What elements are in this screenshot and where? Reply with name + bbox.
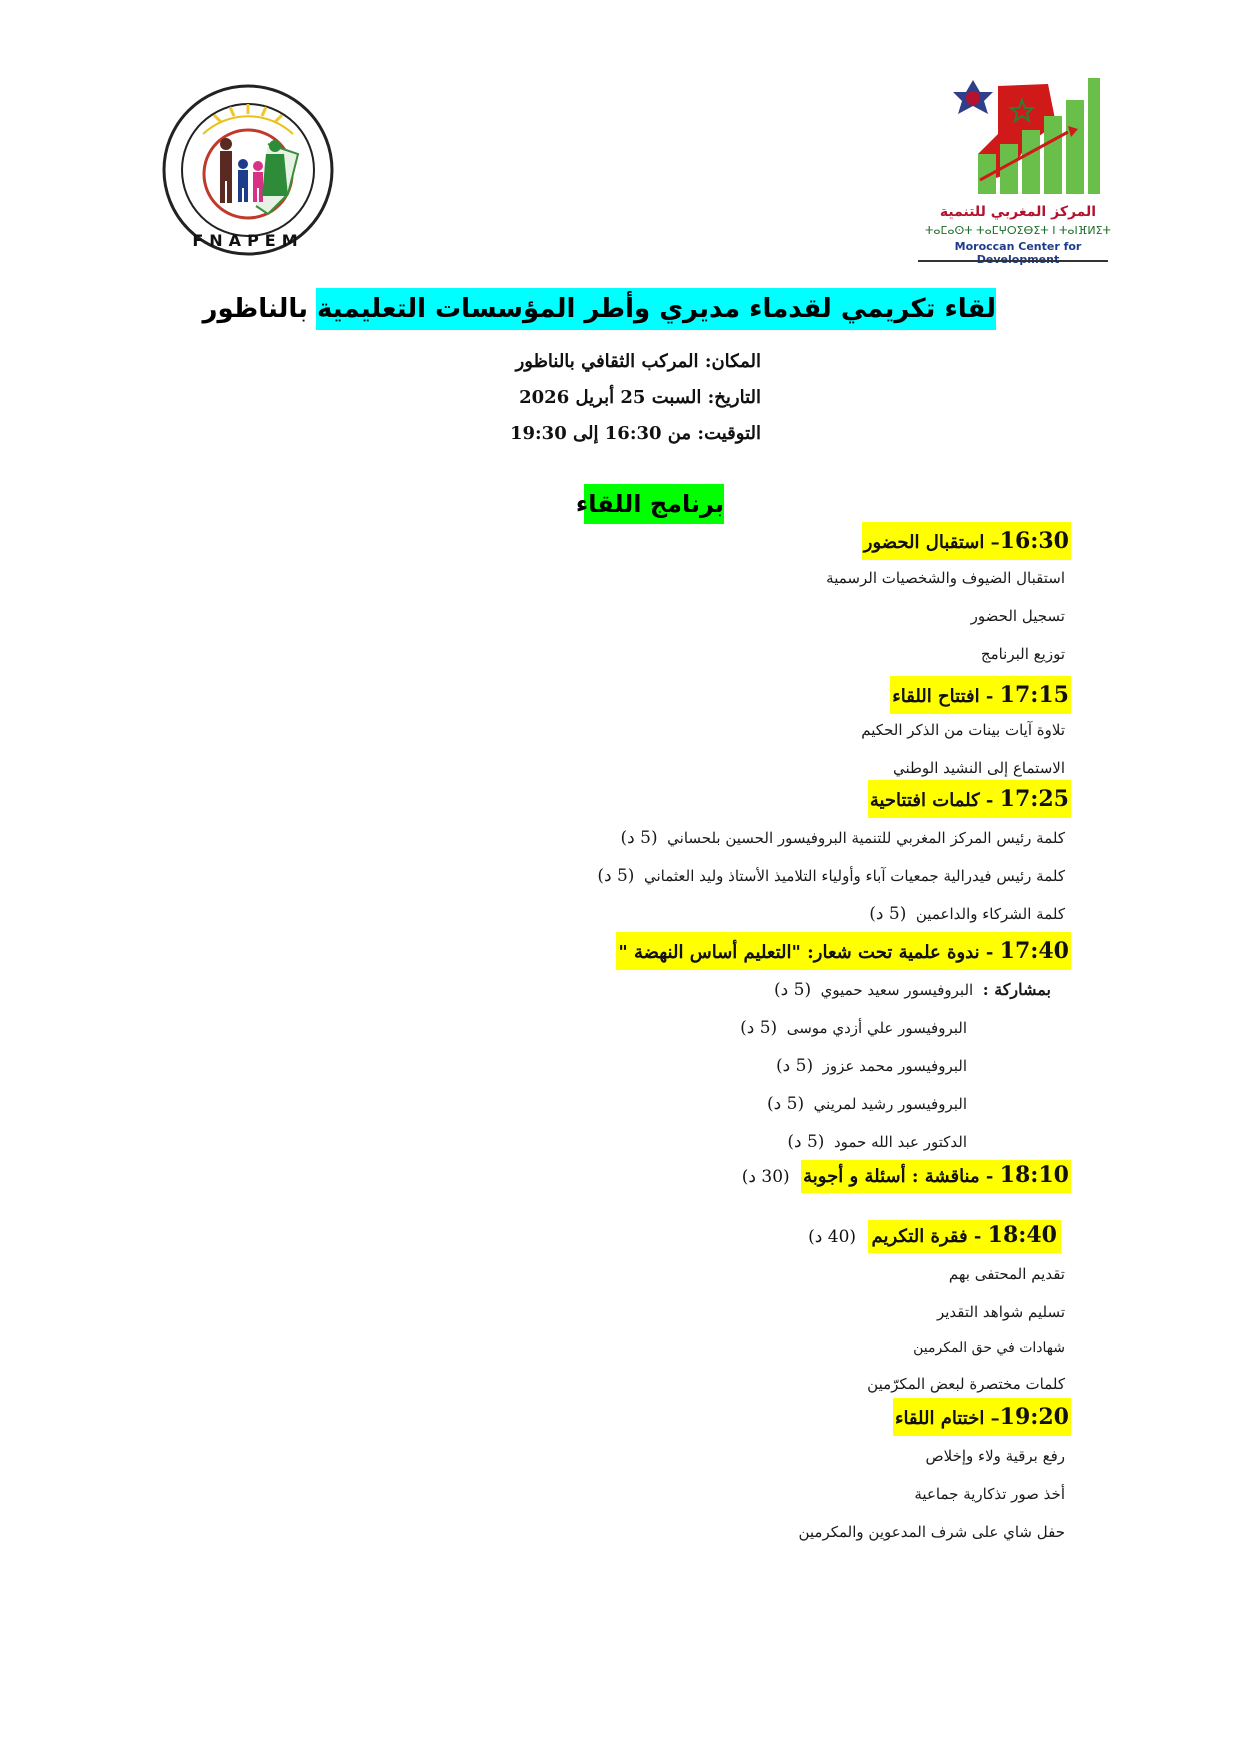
list-item bbox=[767, 1092, 967, 1116]
item-duration: (5 د) bbox=[776, 1056, 814, 1076]
page-title-banner bbox=[202, 288, 996, 330]
item-text: البروفيسور سعيد حميوي bbox=[820, 981, 974, 999]
list-item: تقديم المحتفى بهم bbox=[948, 1265, 1065, 1283]
fnapem-logo bbox=[148, 74, 348, 270]
section-reception bbox=[862, 522, 1071, 560]
item-text: كلمة الشركاء والداعمين bbox=[915, 905, 1065, 923]
item-text: الدكتور عبد الله حمود bbox=[833, 1133, 967, 1151]
list-item: كلمات مختصرة لبعض المكرّمين bbox=[867, 1375, 1065, 1393]
section-title: - ندوة علمية تحت شعار: "التعليم أساس النهضة " bbox=[618, 942, 1000, 963]
item-duration: (5 د) bbox=[597, 866, 635, 886]
section-title: - فقرة التكريم bbox=[871, 1226, 988, 1247]
time-value: من 16:30 إلى 19:30 bbox=[509, 423, 692, 444]
item-duration: (5 د) bbox=[740, 1018, 778, 1038]
list-item: حفل شاي على شرف المدعوين والمكرمين bbox=[798, 1523, 1065, 1541]
list-item bbox=[597, 864, 1065, 888]
participation-label: بمشاركة : bbox=[982, 980, 1051, 999]
section-honoring bbox=[808, 1216, 1061, 1254]
section-time: 16:30 bbox=[999, 528, 1069, 554]
list-item bbox=[776, 1054, 967, 1078]
section-duration: (30 د) bbox=[741, 1167, 790, 1187]
section-duration: (40 د) bbox=[808, 1227, 857, 1247]
item-text: البروفيسور رشيد لمريني bbox=[813, 1095, 967, 1113]
time-line bbox=[510, 422, 761, 446]
time-label: التوقيت: bbox=[697, 423, 761, 444]
svg-text:FNAPEM: FNAPEM bbox=[192, 231, 304, 250]
item-duration: (5 د) bbox=[620, 828, 658, 848]
list-item: شهادات في حق المكرمين bbox=[913, 1340, 1065, 1356]
list-item: تلاوة آيات بينات من الذكر الحكيم bbox=[861, 721, 1065, 739]
list-item: الاستماع إلى النشيد الوطني bbox=[892, 759, 1065, 777]
program-title: برنامج اللقاء bbox=[575, 490, 724, 518]
moroccan-center-logo bbox=[918, 74, 1118, 270]
section-time: 18:10 bbox=[999, 1162, 1069, 1188]
section-heading bbox=[868, 1220, 1061, 1253]
list-item bbox=[787, 1130, 967, 1154]
list-item: رفع برقية ولاء وإخلاص bbox=[925, 1447, 1065, 1465]
section-time: 17:25 bbox=[999, 786, 1069, 812]
section-time: 17:40 bbox=[999, 938, 1069, 964]
date-line bbox=[519, 386, 761, 410]
item-duration: (5 د) bbox=[787, 1132, 825, 1152]
section-title: – استقبال الحضور bbox=[863, 532, 1000, 553]
list-item: توزيع البرنامج bbox=[980, 645, 1065, 663]
list-item: استقبال الضيوف والشخصيات الرسمية bbox=[826, 569, 1065, 587]
page-title: لقاء تكريمي لقدماء مديري وأطر المؤسسات التعليمية بالناظور bbox=[202, 294, 996, 324]
item-duration: (5 د) bbox=[869, 904, 907, 924]
section-title: - مناقشة : أسئلة و أجوبة bbox=[803, 1166, 1000, 1187]
section-time: 18:40 bbox=[987, 1222, 1057, 1248]
section-title: - كلمات افتتاحية bbox=[869, 790, 1000, 811]
list-item: أخذ صور تذكارية جماعية bbox=[914, 1485, 1065, 1503]
section-heading bbox=[801, 1160, 1071, 1193]
section-title: – اختتام اللقاء bbox=[894, 1408, 1000, 1429]
logo-name-tifinagh: ⵜⴰⵎⴰⵙⵜ ⵜⴰⵎⵖⵔⵉⴱⵉⵜ ⵏ ⵜⴰⵏⴼⵍⵉⵜ bbox=[924, 224, 1111, 237]
place-label: المكان: bbox=[704, 351, 761, 372]
section-closing bbox=[893, 1398, 1071, 1436]
section-time: 19:20 bbox=[999, 1404, 1069, 1430]
list-item: تسليم شواهد التقدير bbox=[936, 1303, 1065, 1321]
date-label: التاريخ: bbox=[707, 387, 761, 408]
item-duration: (5 د) bbox=[774, 980, 812, 1000]
item-text: كلمة رئيس المركز المغربي للتنمية البروفيسور الحسين بلحساني bbox=[667, 829, 1065, 847]
list-item bbox=[621, 826, 1065, 850]
logo-name-arabic: المركز المغربي للتنمية bbox=[939, 204, 1097, 220]
item-text: كلمة رئيس فيدرالية جمعيات آباء وأولياء التلاميذ الأستاذ وليد العثماني bbox=[643, 867, 1065, 885]
item-duration: (5 د) bbox=[767, 1094, 805, 1114]
program-title-banner bbox=[575, 484, 724, 524]
list-item bbox=[740, 1016, 967, 1040]
date-value: السبت 25 أبريل 2026 bbox=[519, 387, 702, 408]
section-symposium bbox=[616, 932, 1071, 970]
place-line bbox=[516, 350, 761, 374]
section-opening bbox=[890, 676, 1071, 714]
section-speeches bbox=[868, 780, 1071, 818]
list-item: تسجيل الحضور bbox=[970, 607, 1065, 625]
item-text: البروفيسور علي أزدي موسى bbox=[786, 1019, 967, 1037]
logo-name-english: Moroccan Center for bbox=[954, 240, 1082, 253]
section-title: - افتتاح اللقاء bbox=[892, 686, 1000, 707]
section-discussion bbox=[742, 1156, 1071, 1194]
item-text: البروفيسور محمد عزوز bbox=[822, 1057, 967, 1075]
list-item bbox=[774, 978, 1051, 1002]
list-item bbox=[869, 902, 1065, 926]
section-time: 17:15 bbox=[999, 682, 1069, 708]
place-value: المركب الثقافي بالناظور bbox=[515, 351, 699, 372]
